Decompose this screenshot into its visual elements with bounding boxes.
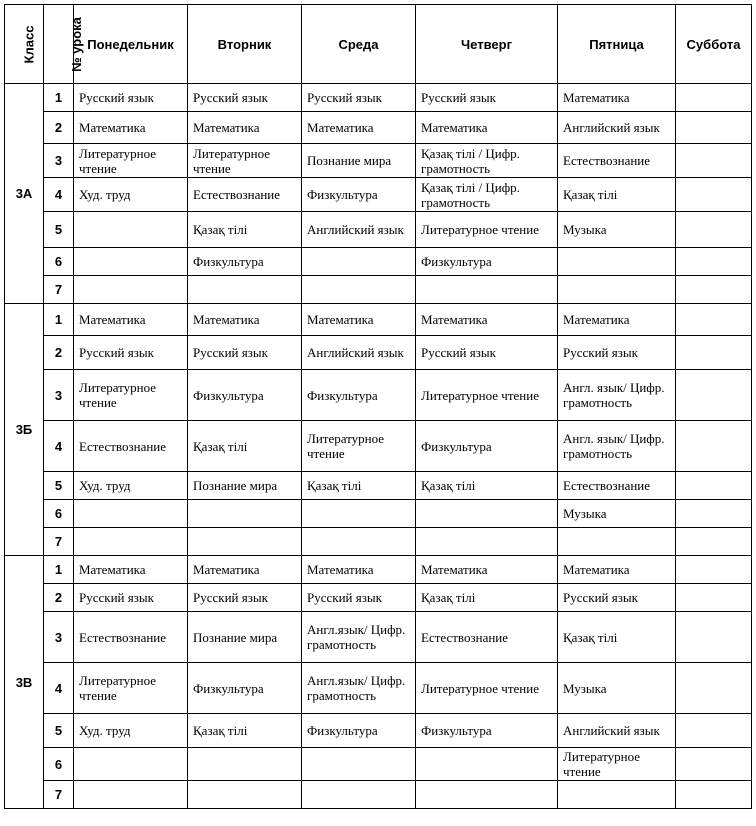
subject-cell-friday [558,781,676,809]
subject-cell-wednesday: Математика [302,304,416,336]
subject-cell-wednesday: Литературное чтение [302,421,416,472]
header-class [5,5,44,84]
class-name-cell: 3А [5,84,44,304]
subject-cell-monday: Литературное чтение [74,370,188,421]
lesson-number-cell: 3 [44,370,74,421]
subject-cell-wednesday: Математика [302,112,416,144]
lesson-number-cell: 5 [44,714,74,748]
subject-cell-monday [74,248,188,276]
subject-cell-wednesday [302,528,416,556]
header-thursday: Четверг [416,5,558,84]
subject-cell-saturday [676,336,752,370]
subject-cell-saturday [676,84,752,112]
subject-cell-thursday: Естествознание [416,612,558,663]
subject-cell-thursday: Русский язык [416,84,558,112]
schedule-table [4,4,752,809]
subject-cell-friday: Естествознание [558,472,676,500]
subject-cell-wednesday: Физкультура [302,714,416,748]
table-row [5,472,752,500]
lesson-number-cell: 3 [44,612,74,663]
lesson-number-cell: 7 [44,528,74,556]
subject-cell-monday [74,781,188,809]
subject-cell-thursday: Математика [416,556,558,584]
subject-cell-saturday [676,144,752,178]
lesson-number-cell: 7 [44,781,74,809]
subject-cell-thursday: Қазақ тілі [416,584,558,612]
lesson-number-cell: 6 [44,748,74,781]
subject-cell-monday: Естествознание [74,421,188,472]
subject-cell-tuesday: Русский язык [188,336,302,370]
table-row [5,421,752,472]
subject-cell-thursday: Физкультура [416,714,558,748]
subject-cell-tuesday: Қазақ тілі [188,714,302,748]
subject-cell-wednesday: Қазақ тілі [302,472,416,500]
subject-cell-thursday [416,748,558,781]
lesson-number-cell: 6 [44,500,74,528]
subject-cell-friday: Музыка [558,500,676,528]
subject-cell-monday [74,500,188,528]
subject-cell-monday: Математика [74,304,188,336]
table-row [5,612,752,663]
subject-cell-monday: Литературное чтение [74,663,188,714]
header-lesson-number-label: № урока [68,16,84,72]
subject-cell-thursday: Литературное чтение [416,370,558,421]
header-friday: Пятница [558,5,676,84]
table-row [5,781,752,809]
table-row [5,212,752,248]
header-wednesday: Среда [302,5,416,84]
subject-cell-friday: Математика [558,84,676,112]
class-name-cell: 3Б [5,304,44,556]
table-row [5,584,752,612]
subject-cell-wednesday: Англ.язык/ Цифр. грамотность [302,663,416,714]
subject-cell-thursday: Русский язык [416,336,558,370]
subject-cell-friday: Қазақ тілі [558,178,676,212]
lesson-number-cell: 5 [44,472,74,500]
lesson-number-cell: 4 [44,421,74,472]
subject-cell-tuesday: Физкультура [188,248,302,276]
lesson-number-cell: 2 [44,112,74,144]
header-row [5,5,752,84]
subject-cell-monday: Худ. труд [74,714,188,748]
subject-cell-saturday [676,612,752,663]
table-row [5,528,752,556]
subject-cell-monday: Русский язык [74,584,188,612]
table-row [5,276,752,304]
subject-cell-friday [558,248,676,276]
header-tuesday: Вторник [188,5,302,84]
subject-cell-wednesday [302,500,416,528]
table-row [5,663,752,714]
subject-cell-friday: Англ. язык/ Цифр. грамотность [558,421,676,472]
subject-cell-wednesday [302,748,416,781]
subject-cell-monday: Русский язык [74,84,188,112]
subject-cell-saturday [676,276,752,304]
subject-cell-friday: Русский язык [558,336,676,370]
subject-cell-friday [558,276,676,304]
subject-cell-tuesday: Русский язык [188,84,302,112]
subject-cell-thursday [416,500,558,528]
class-name-cell: 3В [5,556,44,809]
subject-cell-saturday [676,304,752,336]
subject-cell-monday: Естествознание [74,612,188,663]
header-saturday: Суббота [676,5,752,84]
subject-cell-thursday: Қазақ тілі / Цифр. грамотность [416,144,558,178]
subject-cell-wednesday: Русский язык [302,84,416,112]
subject-cell-thursday: Физкультура [416,421,558,472]
lesson-number-cell: 2 [44,336,74,370]
subject-cell-monday: Худ. труд [74,178,188,212]
subject-cell-tuesday: Познание мира [188,612,302,663]
subject-cell-tuesday: Физкультура [188,370,302,421]
subject-cell-tuesday: Қазақ тілі [188,421,302,472]
subject-cell-thursday: Математика [416,112,558,144]
subject-cell-friday: Математика [558,556,676,584]
subject-cell-friday: Естествознание [558,144,676,178]
subject-cell-friday: Русский язык [558,584,676,612]
subject-cell-tuesday: Естествознание [188,178,302,212]
subject-cell-wednesday: Физкультура [302,178,416,212]
table-row [5,248,752,276]
subject-cell-monday [74,276,188,304]
subject-cell-friday [558,528,676,556]
subject-cell-wednesday: Английский язык [302,336,416,370]
subject-cell-saturday [676,178,752,212]
subject-cell-friday: Музыка [558,212,676,248]
lesson-number-cell: 7 [44,276,74,304]
subject-cell-tuesday [188,500,302,528]
subject-cell-monday [74,528,188,556]
table-row [5,84,752,112]
subject-cell-saturday [676,421,752,472]
lesson-number-cell: 5 [44,212,74,248]
header-class-label: Класс [21,25,37,63]
subject-cell-monday: Русский язык [74,336,188,370]
subject-cell-tuesday: Познание мира [188,472,302,500]
subject-cell-wednesday [302,248,416,276]
subject-cell-friday: Музыка [558,663,676,714]
subject-cell-tuesday: Математика [188,112,302,144]
lesson-number-cell: 1 [44,84,74,112]
subject-cell-saturday [676,248,752,276]
subject-cell-saturday [676,781,752,809]
subject-cell-tuesday: Физкультура [188,663,302,714]
lesson-number-cell: 6 [44,248,74,276]
header-lesson-number [44,5,84,84]
subject-cell-saturday [676,528,752,556]
subject-cell-thursday [416,276,558,304]
subject-cell-monday: Худ. труд [74,472,188,500]
subject-cell-tuesday: Математика [188,304,302,336]
subject-cell-thursday [416,781,558,809]
subject-cell-monday: Литературное чтение [74,144,188,178]
table-row [5,556,752,584]
subject-cell-tuesday [188,748,302,781]
subject-cell-thursday: Физкультура [416,248,558,276]
subject-cell-tuesday: Қазақ тілі [188,212,302,248]
subject-cell-thursday: Қазақ тілі [416,472,558,500]
table-row [5,336,752,370]
subject-cell-tuesday [188,276,302,304]
subject-cell-friday: Английский язык [558,112,676,144]
lesson-number-cell: 1 [44,556,74,584]
lesson-number-cell: 1 [44,304,74,336]
subject-cell-tuesday: Математика [188,556,302,584]
subject-cell-saturday [676,112,752,144]
subject-cell-saturday [676,556,752,584]
subject-cell-friday: Англ. язык/ Цифр. грамотность [558,370,676,421]
subject-cell-tuesday [188,528,302,556]
subject-cell-wednesday [302,781,416,809]
subject-cell-wednesday: Русский язык [302,584,416,612]
table-header [5,5,752,84]
subject-cell-friday: Математика [558,304,676,336]
table-row [5,370,752,421]
table-row [5,178,752,212]
subject-cell-friday: Английский язык [558,714,676,748]
subject-cell-wednesday: Математика [302,556,416,584]
subject-cell-saturday [676,212,752,248]
header-monday: Понедельник [74,5,188,84]
subject-cell-monday: Математика [74,112,188,144]
lesson-number-cell: 2 [44,584,74,612]
table-row [5,144,752,178]
subject-cell-thursday [416,528,558,556]
table-row [5,112,752,144]
table-row [5,304,752,336]
subject-cell-saturday [676,663,752,714]
table-row [5,748,752,781]
subject-cell-wednesday [302,276,416,304]
table-body [5,84,752,809]
subject-cell-saturday [676,370,752,421]
subject-cell-saturday [676,714,752,748]
subject-cell-tuesday: Литературное чтение [188,144,302,178]
subject-cell-saturday [676,500,752,528]
lesson-number-cell: 4 [44,663,74,714]
subject-cell-tuesday: Русский язык [188,584,302,612]
lesson-number-cell: 4 [44,178,74,212]
subject-cell-friday: Литературное чтение [558,748,676,781]
table-row [5,500,752,528]
table-row [5,714,752,748]
subject-cell-saturday [676,584,752,612]
subject-cell-wednesday: Английский язык [302,212,416,248]
subject-cell-monday [74,212,188,248]
subject-cell-thursday: Математика [416,304,558,336]
subject-cell-tuesday [188,781,302,809]
subject-cell-thursday: Қазақ тілі / Цифр. грамотность [416,178,558,212]
subject-cell-saturday [676,472,752,500]
subject-cell-friday: Қазақ тілі [558,612,676,663]
subject-cell-thursday: Литературное чтение [416,663,558,714]
subject-cell-monday [74,748,188,781]
subject-cell-wednesday: Физкультура [302,370,416,421]
subject-cell-wednesday: Познание мира [302,144,416,178]
subject-cell-thursday: Литературное чтение [416,212,558,248]
subject-cell-saturday [676,748,752,781]
subject-cell-wednesday: Англ.язык/ Цифр. грамотность [302,612,416,663]
subject-cell-monday: Математика [74,556,188,584]
lesson-number-cell: 3 [44,144,74,178]
